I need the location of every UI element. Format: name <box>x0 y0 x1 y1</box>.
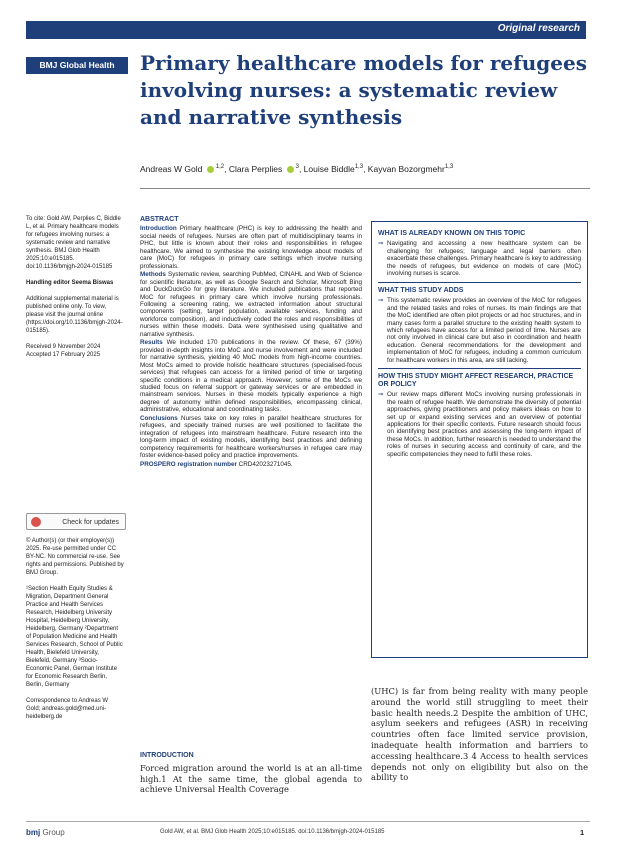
key-messages-box <box>371 221 588 658</box>
abstract-text: Systematic review, searching PubMed, CINAHL and Web of Science for scientific literature, as well as Google Search and Scholar, Microsoft Bing and DuckDuckGo for grey literature. We included publications that reported MoC for refugees in primary care which involve nursing professionals. Following a screening rating, we extracted information about structural components (setting, target population, available services, funding and workforce composition), and inductively coded the roles and responsibilities of nurses within these models. Data were synthesised using qualitative and narrative synthesis. <box>140 271 363 338</box>
author-affiliation: 3 <box>295 164 299 171</box>
abstract-label: Methods <box>140 271 166 279</box>
author-name[interactable]: Kayvan Bozorgmehr <box>367 164 445 174</box>
page-number: 1 <box>580 828 585 837</box>
logo-sub: Group <box>42 828 65 837</box>
abstract <box>140 216 362 469</box>
abstract-paragraph <box>140 461 362 468</box>
sidebar <box>26 215 124 367</box>
bmj-logo <box>26 828 65 837</box>
logo-main: bmj <box>26 828 41 837</box>
divider <box>140 188 590 189</box>
abstract-text: Nurses take on key roles in parallel healthcare structures for refugees, and specially trained nurses are well positioned to facilitate the integration of refugees into mainstream healthcare. Future research into the long-term impact of existing models, identifying best practices and defining competency requirements for healthcare workers/nurses in refugee care may foster evidence-based policy and practice improvements. <box>140 414 362 460</box>
author-affiliation: 1,2 <box>215 164 225 171</box>
abstract-label: Results <box>140 339 163 347</box>
intro-heading: INTRODUCTION <box>140 752 194 759</box>
box-list <box>378 297 581 364</box>
author-affiliation: 1,3 <box>354 164 364 171</box>
box-heading: HOW THIS STUDY MIGHT AFFECT RESEARCH, PRACTICE OR POLICY <box>378 373 574 388</box>
crossmark-icon <box>31 517 41 527</box>
box-item: ⇒ This systematic review provides an overview of the MoC for refugees and the related tasks and roles of nurses. Its main findings are that the MoC identified are often pilot projects or ad hoc structures, and in many cases form a parallel structure to the existing health system to which refugees have access for a limited period of time. Nurses are not only involved in clinical care but also in coordination and health education. General recommendations for the development and implementation of MoC for refugees, including a common curriculum for healthcare workers in this area, are still lacking. <box>387 297 581 364</box>
abstract-paragraph <box>140 225 362 270</box>
abstract-text: Primary healthcare (PHC) is key to addressing the health and social needs of refugees. Nurses are often part of multidisciplinary teams in PHC, but little is known about their roles and responsibilities in refugee healthcare. We aimed to synthesise the existing knowledge about models of care (MoC) for refugees in primary care settings which involve nursing professionals. <box>140 225 363 270</box>
introduction <box>140 752 362 795</box>
box-divider <box>378 368 581 369</box>
check-for-updates-button[interactable] <box>26 513 126 530</box>
footer-citation: Gold AW, et al. BMJ Glob Health 2025;10:e015185. doi:10.1136/bmjgh-2024-015185 <box>160 829 385 835</box>
abstract-paragraph <box>140 339 362 414</box>
abstract-text: CRD42023271045. <box>238 460 293 468</box>
author-name[interactable]: Andreas W Gold <box>140 164 203 174</box>
abstract-heading: ABSTRACT <box>140 216 179 223</box>
author-name[interactable]: Clara Perplies <box>228 164 283 174</box>
cite-text: To cite: Gold AW, Perplies C, Biddle L, et al. Primary healthcare models for refugees involving nurses: a systematic review and narrative synthesis. BMJ Glob Health 2025;10:e015185. doi:10.1136/bmjgh-2024-015185 <box>26 216 121 270</box>
sidebar-lower <box>26 537 124 729</box>
abstract-label: Introduction <box>140 225 177 233</box>
supplementary-note[interactable]: Additional supplemental material is published online only. To view, please visit the journal online (https://doi.org/10.1136/bmjgh-2024-015185). <box>26 296 123 334</box>
section-label: Original research <box>497 23 580 34</box>
box-item: ⇒ Our review maps different MoCs involving nursing professionals in the realm of refugee health. We demonstrate the diversity of potential approaches, giving practitioners and policy makers ideas on how to set up or expand existing services and an overview of potential applications for their specific contexts. Future research should focus on identifying best practices and assessing the long-term impact of these MoCs. In addition, further research is needed to understand the roles of nurses in securing access and continuity of care, and the specific competencies they need to fulfil these roles. <box>387 391 581 458</box>
box-item: ⇒ Navigating and accessing a new healthcare system can be challenging for refugees; language and legal barriers often exacerbate these challenges. Primary healthcare is key to addressing the needs of refugees, but evidence on models of care (MoC) involving nurses is scarce. <box>387 240 581 277</box>
author-affiliation: 1,3 <box>444 164 454 171</box>
box-list <box>378 240 581 277</box>
intro-text: Forced migration around the world is at an all-time high.1 At the same time, the global agenda to achieve Universal Health Coverage <box>140 763 362 794</box>
abstract-paragraph <box>140 271 362 338</box>
box-heading: WHAT IS ALREADY KNOWN ON THIS TOPIC <box>378 230 526 237</box>
abstract-paragraph <box>140 415 362 460</box>
author-list: Andreas W Gold $^{1,2}$, Clara Perplies $^3$, Louise Biddle$^{1,3}$, Kayvan Bozorgmehr$^{1,3}$ <box>140 164 454 174</box>
orcid-icon[interactable] <box>207 166 214 173</box>
handling-editor: Handling editor Seema Biswas <box>26 280 114 286</box>
orcid-icon[interactable] <box>287 166 294 173</box>
body-text-right: (UHC) is far from being reality with many people around the world still struggling to meet their basic health needs.2 Despite the ambition of UHC, asylum seekers and refugees (ASR) in receiving countries often face limited service provision, inadequate health information and barriers to accessing healthcare.3 4 Access to health services depends not only on eligibility but also on the ability to <box>371 686 588 783</box>
author-name[interactable]: Louise Biddle <box>303 164 355 174</box>
abstract-label: PROSPERO registration number <box>140 460 237 468</box>
journal-badge[interactable]: BMJ Global Health <box>26 57 128 74</box>
affiliations: ¹Section Health Equity Studies & Migration, Department General Practice and Health Services Research, Heidelberg University Hospital, Heidelberg University, Heidelberg, Germany ²Department of Population Medicine and Health Services Research, School of Public Health, Bielefeld University, Bielefeld, Germany ³Socio-Economic Panel, German Institute for Economic Research Berlin, Berlin, Germany <box>26 586 123 688</box>
received-dates: Received 9 November 2024 Accepted 17 February 2025 <box>26 344 101 358</box>
correspondence[interactable]: Correspondence to Andreas W Gold; andreas.gold@med.uni-heidelberg.de <box>26 698 109 720</box>
header-bar <box>26 21 586 39</box>
article-title: Primary healthcare models for refugees involving nurses: a systematic review and narrative synthesis <box>140 51 587 129</box>
box-divider <box>378 282 581 283</box>
check-updates-label: Check for updates <box>62 519 119 526</box>
copyright-note: © Author(s) (or their employer(s)) 2025. Re-use permitted under CC BY-NC. No commercial re-use. See rights and permissions. Published by BMJ Group. <box>26 538 124 576</box>
box-heading: WHAT THIS STUDY ADDS <box>378 286 464 294</box>
abstract-label: Conclusions <box>140 414 178 422</box>
footer-divider <box>26 821 590 822</box>
abstract-text: We included 170 publications in the review. Of these, 67 (39%) provided in-depth insights into MoC and nurse involvement and were included for narrative synthesis, yielding 40 MoC models from high-income countries. Most MoCs aimed to provide holistic healthcare structures (specialised-focus services) that refugees can access for a limited period of time or targeting specific conditions in a medical approach. However, some of the MoCs we studied focus on referral support or gateway services or are embedded in mainstream services. Nurses in these models typically experience a high degree of autonomy within defined responsibilities, encompassing clinical, administrative, educational and coordinating tasks. <box>140 339 363 414</box>
box-list <box>378 391 581 458</box>
